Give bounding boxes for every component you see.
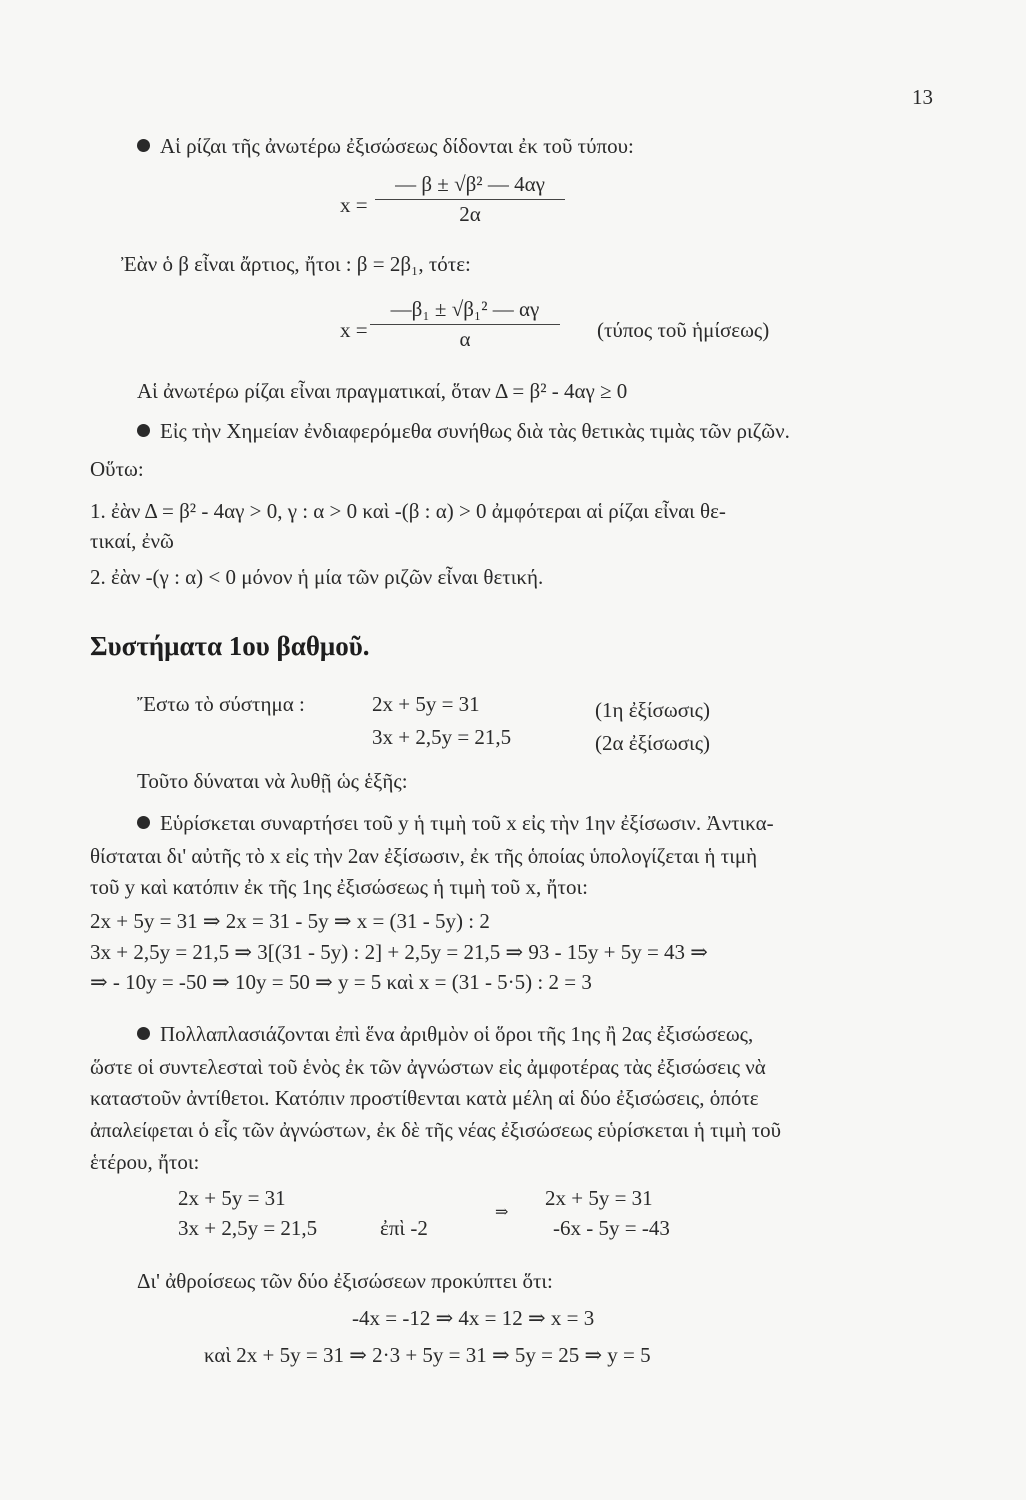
fraction-bar [375, 199, 565, 200]
calc-line: 2x + 5y = 31 ⇒ 2x = 31 - 5y ⇒ x = (31 - 5y) : 2 [90, 909, 490, 933]
fraction-bar [370, 324, 560, 325]
page-number: 13 [912, 85, 933, 109]
thus-label: Οὕτω: [90, 457, 144, 481]
result-1: -4x = -12 ⇒ 4x = 12 ⇒ x = 3 [352, 1306, 595, 1330]
formula2-numerator: —β₁ ± √β₁² — αγ [390, 297, 540, 321]
section-heading: Συστήματα 1ου βαθμοῦ. [90, 631, 370, 661]
formula2-fraction [370, 297, 560, 352]
roots-intro [137, 133, 634, 159]
let-system-label: Ἔστω τὸ σύστημα : [137, 692, 305, 716]
method1-line: τοῦ y καὶ κατόπιν ἐκ τῆς 1ης ἐξισώσεως ἡ τιμὴ τοῦ x, ἤτοι: [90, 875, 588, 899]
chemistry-text: Εἰς τὴν Χημείαν ἐνδιαφερόμεθα συνήθως διὰ τὰς θετικὰς τιμὰς τῶν ριζῶν. [160, 419, 790, 443]
equation-1: 2x + 5y = 31 [372, 692, 480, 716]
method2-line: ὥστε οἱ συντελεσταὶ τοῦ ἑνὸς ἐκ τῶν ἀγνώστων εἰς ἀμφοτέρας τὰς ἐξισώσεις νὰ [90, 1055, 766, 1079]
solved-as: Τοῦτο δύναται νὰ λυθῇ ὡς ἑξῆς: [137, 769, 408, 793]
formula1-numerator: — β ± √β² — 4αγ [395, 172, 545, 196]
formula1-fraction [375, 172, 565, 227]
even-beta-text: Ἐὰν ὁ β εἶναι ἄρτιος, ἤτοι : β = 2β₁, τότε: [121, 252, 471, 276]
formula2-note: (τύπος τοῦ ἡμίσεως) [597, 318, 770, 342]
case2: 2. ἐὰν -(γ : α) < 0 μόνον ἡ μία τῶν ριζῶν εἶναι θετική. [90, 565, 544, 589]
elim-left-2: 3x + 2,5y = 21,5 [178, 1216, 318, 1240]
method2-text-1: Πολλαπλασιάζονται ἐπὶ ἕνα ἀριθμὸν οἱ ὅροι τῆς 1ης ἢ 2ας ἐξισώσεως, [160, 1022, 754, 1046]
case1-line1: 1. ἐὰν Δ = β² - 4αγ > 0, γ : α > 0 καὶ -(β : α) > 0 ἀμφότεραι αἱ ρίζαι εἶναι θε- [90, 499, 726, 523]
chemistry-note [137, 418, 790, 444]
calc-line: 3x + 2,5y = 21,5 ⇒ 3[(31 - 5y) : 2] + 2,5y = 21,5 ⇒ 93 - 15y + 5y = 43 ⇒ [90, 940, 708, 964]
bullet-icon [137, 424, 150, 437]
elim-times: ἐπὶ -2 [380, 1216, 428, 1240]
formula2-denominator: α [459, 327, 471, 351]
method2-line: ἑτέρου, ἤτοι: [90, 1150, 200, 1174]
calc-line: ⇒ - 10y = -50 ⇒ 10y = 50 ⇒ y = 5 καὶ x = (31 - 5·5) : 2 = 3 [90, 970, 592, 994]
roots-intro-text: Αἱ ρίζαι τῆς ἀνωτέρω ἐξισώσεως δίδονται ἐκ τοῦ τύπου: [160, 134, 634, 158]
bullet-icon [137, 139, 150, 152]
equation-1-label: (1η ἐξίσωσις) [595, 698, 710, 722]
formula1-denominator: 2α [459, 202, 481, 226]
method2-line: ἀπαλείφεται ὁ εἷς τῶν ἀγνώστων, ἐκ δὲ τῆς νέας ἐξισώσεως εὑρίσκεται ἡ τιμὴ τοῦ [90, 1118, 782, 1142]
equation-2: 3x + 2,5y = 21,5 [372, 725, 512, 749]
elim-left-1: 2x + 5y = 31 [178, 1186, 286, 1210]
formula1-lhs: x = [340, 193, 368, 217]
method2-line [137, 1021, 753, 1047]
elim-right-1: 2x + 5y = 31 [545, 1186, 653, 1210]
method1-text-1: Εὑρίσκεται συναρτήσει τοῦ y ἡ τιμὴ τοῦ x εἰς τὴν 1ην ἐξίσωσιν. Ἀντικα- [160, 811, 774, 835]
result-2: καὶ 2x + 5y = 31 ⇒ 2·3 + 5y = 31 ⇒ 5y = 25 ⇒ y = 5 [204, 1343, 651, 1367]
method2-line: καταστοῦν ἀντίθετοι. Κατόπιν προστίθενται κατὰ μέλη αἱ δύο ἐξισώσεις, ὁπότε [90, 1086, 759, 1110]
elim-right-2: -6x - 5y = -43 [553, 1216, 670, 1240]
formula2-lhs: x = [340, 318, 368, 342]
elim-arrow: ⇒ [495, 1204, 509, 1221]
bullet-icon [137, 1027, 150, 1040]
method1-line: θίσταται δι' αὐτῆς τὸ x εἰς τὴν 2αν ἐξίσωσιν, ἐκ τῆς ὁποίας ὑπολογίζεται ἡ τιμὴ [90, 844, 758, 868]
real-condition: Αἱ ἀνωτέρω ρίζαι εἶναι πραγματικαί, ὅταν Δ = β² - 4αγ ≥ 0 [137, 379, 628, 403]
bullet-icon [137, 816, 150, 829]
case1-line2: τικαί, ἐνῶ [90, 529, 174, 553]
equation-2-label: (2α ἐξίσωσις) [595, 731, 710, 755]
method1-line [137, 810, 774, 836]
sum-text: Δι' ἀθροίσεως τῶν δύο ἐξισώσεων προκύπτει ὅτι: [137, 1269, 553, 1293]
